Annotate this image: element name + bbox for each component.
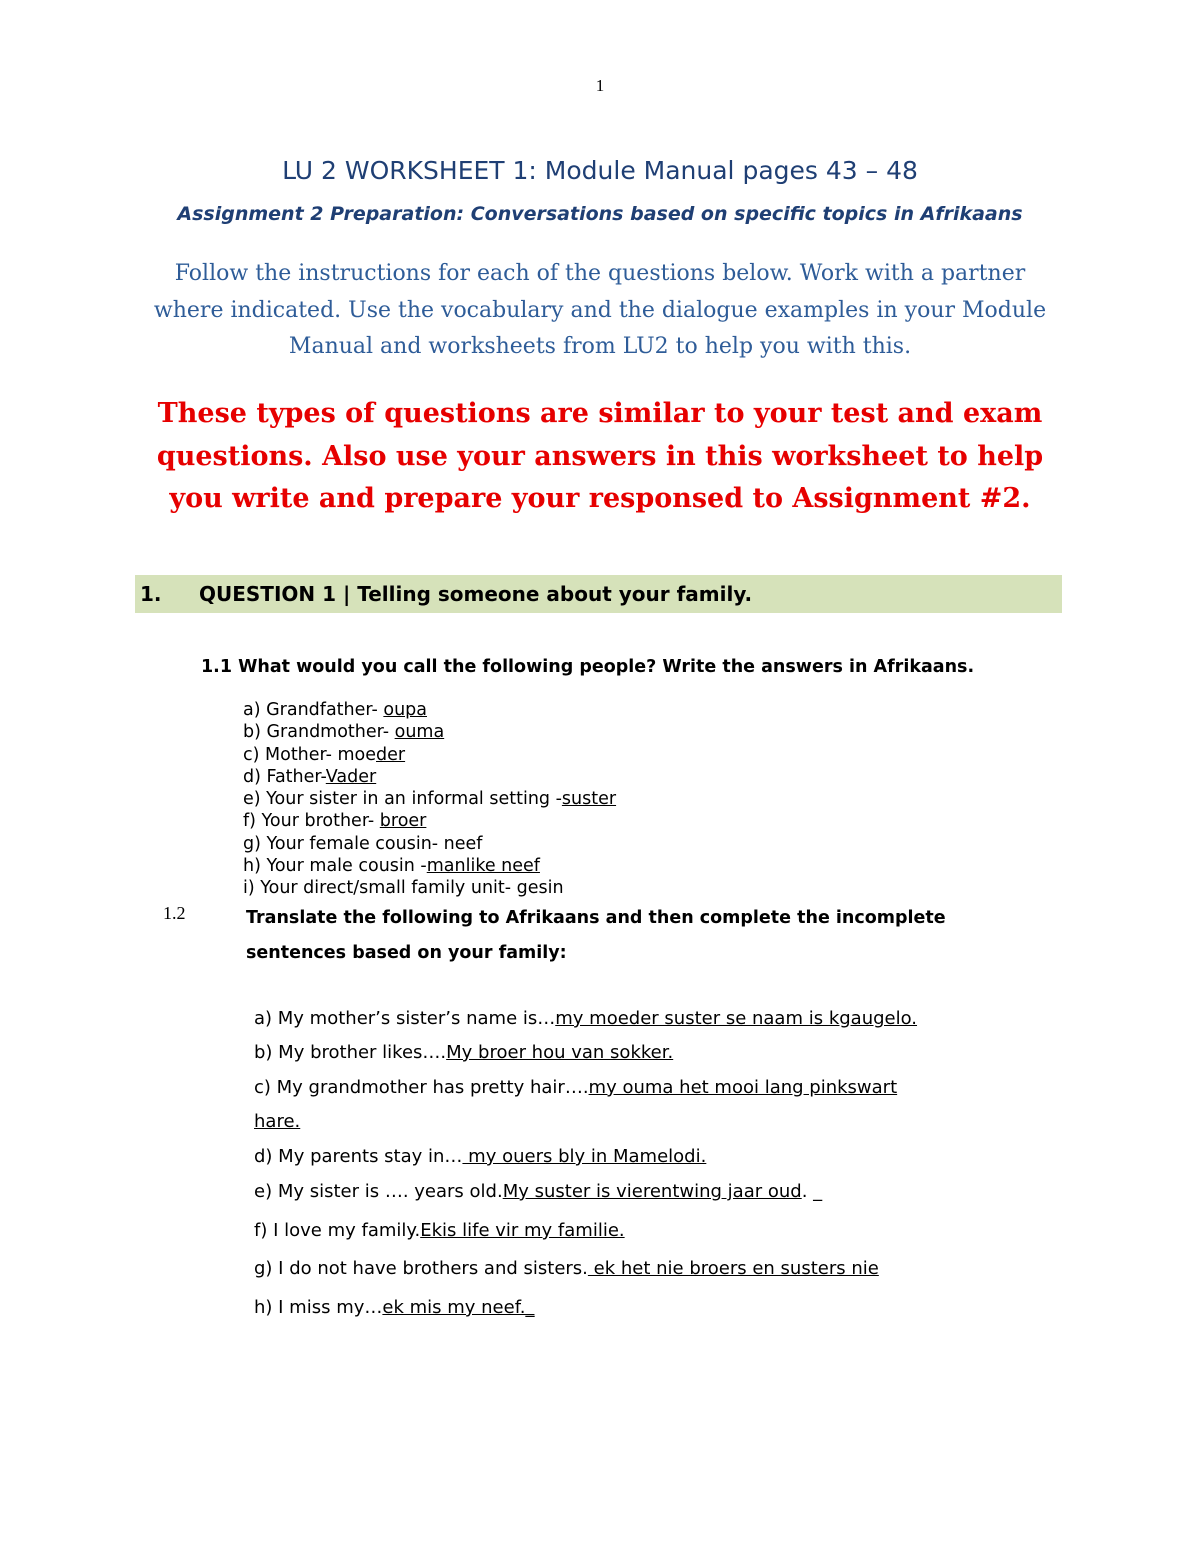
list-item: i) Your direct/small family unit- gesin bbox=[243, 878, 564, 899]
sentence-item: f) I love my family.Ekis life vir my familie. bbox=[254, 1220, 625, 1241]
answer-text: ek mis my neef._ bbox=[382, 1297, 535, 1318]
sentence-item: a) My mother’s sister’s name is…my moeder suster se naam is kgaugelo. bbox=[254, 1008, 918, 1029]
answer-text: ouma bbox=[394, 722, 445, 743]
section-1-2-heading: Translate the following to Afrikaans and then complete the incomplete sentences based on your family: bbox=[246, 908, 946, 963]
question-1-number: 1. bbox=[140, 582, 162, 606]
sentence-item: e) My sister is …. years old.My suster is vierentwing jaar oud. _ bbox=[254, 1181, 823, 1202]
answer-text: Vader bbox=[325, 766, 377, 787]
exam-note: These types of questions are similar to your test and exam questions. Also use your answers in this worksheet to help you write and prepare your responsed to Assignment #2. bbox=[156, 398, 1044, 514]
sentence-item: c) My grandmother has pretty hair….my ouma het mooi lang pinkswart bbox=[254, 1077, 898, 1098]
page-number: 1 bbox=[595, 76, 605, 95]
sentence-item: h) I miss my…ek mis my neef._ bbox=[254, 1297, 535, 1318]
instructions-paragraph: Follow the instructions for each of the questions below. Work with a partner where indicated. Use the vocabulary and the dialogue examples in your Module Manual and worksheets from LU2 to help you with this. bbox=[153, 261, 1047, 359]
list-item: b) Grandmother- ouma bbox=[243, 722, 445, 743]
section-1-1-heading: 1.1 What would you call the following people? Write the answers in Afrikaans. bbox=[201, 657, 975, 677]
question-1-title: QUESTION 1 | Telling someone about your family. bbox=[199, 582, 753, 606]
sentence-item: b) My brother likes….My broer hou van sokker. bbox=[254, 1042, 674, 1063]
answer-text: suster bbox=[561, 789, 617, 810]
list-item: f) Your brother- broer bbox=[243, 811, 427, 832]
list-item: g) Your female cousin- neef bbox=[243, 833, 483, 854]
worksheet-subtitle: Assignment 2 Preparation: Conversations based on specific topics in Afrikaans bbox=[177, 203, 1023, 225]
answer-text: manlike neef bbox=[426, 856, 540, 877]
answer-text: my ouma het mooi lang pinkswart bbox=[588, 1077, 898, 1098]
answer-text: broer bbox=[379, 811, 427, 832]
list-item: c) Mother- moeder bbox=[243, 744, 406, 765]
list-item: d) Father-Vader bbox=[243, 766, 377, 787]
list-item: h) Your male cousin -manlike neef bbox=[243, 856, 540, 877]
list-item: a) Grandfather- oupa bbox=[243, 700, 427, 720]
family-terms-list bbox=[243, 699, 616, 900]
sentence-item: g) I do not have brothers and sisters. ek het nie broers en susters nie bbox=[254, 1258, 879, 1279]
sentence-item: d) My parents stay in… my ouers bly in Mamelodi. bbox=[254, 1146, 707, 1167]
answer-text: my moeder suster se naam is kgaugelo. bbox=[555, 1008, 918, 1029]
answer-text: ek het nie broers en susters nie bbox=[587, 1258, 879, 1279]
answer-text: My suster is vierentwing jaar oud bbox=[502, 1181, 802, 1202]
answer-text: der bbox=[376, 744, 406, 765]
list-item: e) Your sister in an informal setting -suster bbox=[243, 789, 617, 810]
answer-text: Ekis life vir my familie. bbox=[420, 1220, 625, 1241]
answer-text: My broer hou van sokker. bbox=[446, 1042, 674, 1063]
sentence-item bbox=[254, 1111, 300, 1132]
answer-text: my ouers bly in Mamelodi. bbox=[462, 1146, 707, 1167]
worksheet-title: LU 2 WORKSHEET 1: Module Manual pages 43 – 48 bbox=[282, 156, 918, 185]
answer-text: oupa bbox=[383, 700, 427, 720]
section-1-2-number: 1.2 bbox=[163, 903, 186, 923]
answer-text: hare. bbox=[254, 1111, 301, 1132]
